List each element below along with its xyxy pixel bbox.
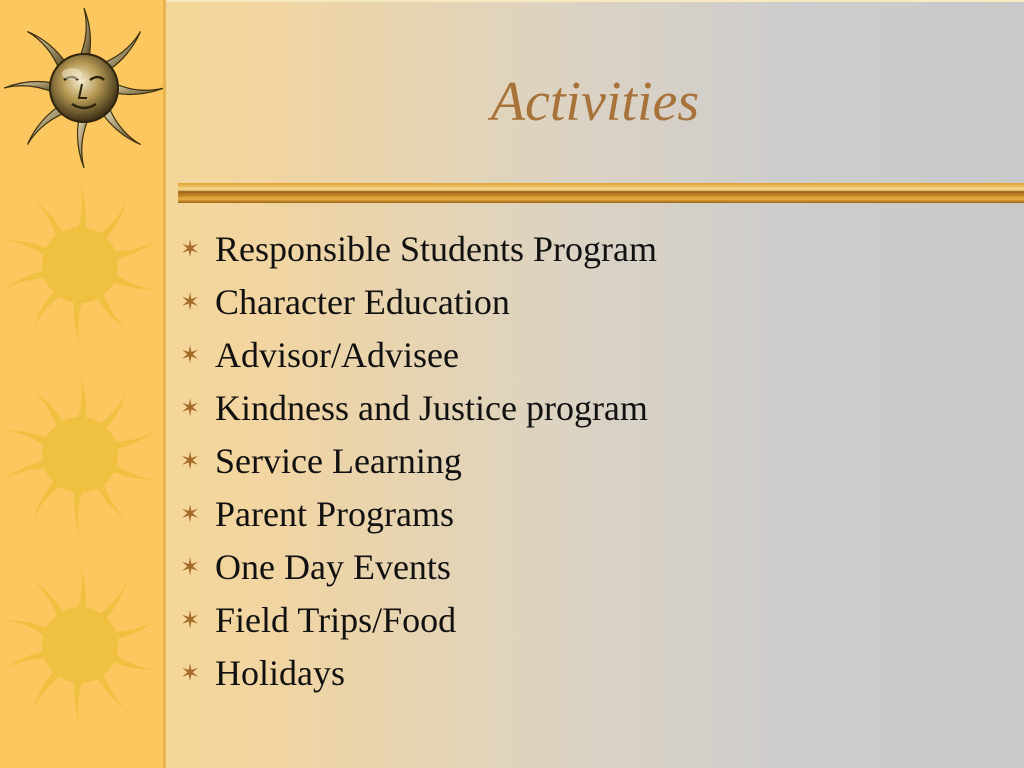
list-item: [180, 434, 657, 487]
list-item-label: Advisor/Advisee: [215, 334, 459, 375]
star-bullet-icon: ✶: [180, 393, 201, 422]
sun-ray: [78, 118, 89, 168]
activities-list: [180, 222, 657, 699]
sun-ray: [79, 8, 90, 58]
list-item-label: Service Learning: [215, 440, 462, 481]
list-item-label: Character Education: [215, 281, 510, 322]
list-item-label: Holidays: [215, 652, 345, 693]
list-item-label: One Day Events: [215, 546, 451, 587]
star-bullet-icon: ✶: [180, 287, 201, 316]
star-bullet-icon: ✶: [180, 499, 201, 528]
sun-ray: [114, 83, 163, 94]
star-bullet-icon: ✶: [180, 446, 201, 475]
star-bullet-icon: ✶: [180, 605, 201, 634]
sun-ray: [4, 82, 54, 93]
star-bullet-icon: ✶: [180, 234, 201, 263]
list-item: [180, 646, 657, 699]
gold-divider-rule: [178, 183, 1024, 203]
sun-icon: [0, 560, 163, 730]
slide-title: Activities: [490, 71, 700, 133]
sun-face-icon: [0, 0, 163, 170]
list-item-label: Parent Programs: [215, 493, 454, 534]
list-item: [180, 328, 657, 381]
star-bullet-icon: ✶: [180, 340, 201, 369]
list-item-label: Field Trips/Food: [215, 599, 457, 640]
sun-icon: [0, 180, 163, 350]
list-item: [180, 540, 657, 593]
list-item-label: Responsible Students Program: [215, 228, 657, 269]
sun-icon: [0, 370, 163, 540]
star-bullet-icon: ✶: [180, 658, 201, 687]
list-item: [180, 275, 657, 328]
list-item-label: Kindness and Justice program: [215, 387, 648, 428]
star-bullet-icon: ✶: [180, 552, 201, 581]
list-item: [180, 222, 657, 275]
list-item: [180, 487, 657, 540]
top-highlight-line: [166, 0, 1024, 2]
list-item: [180, 381, 657, 434]
list-item: [180, 593, 657, 646]
